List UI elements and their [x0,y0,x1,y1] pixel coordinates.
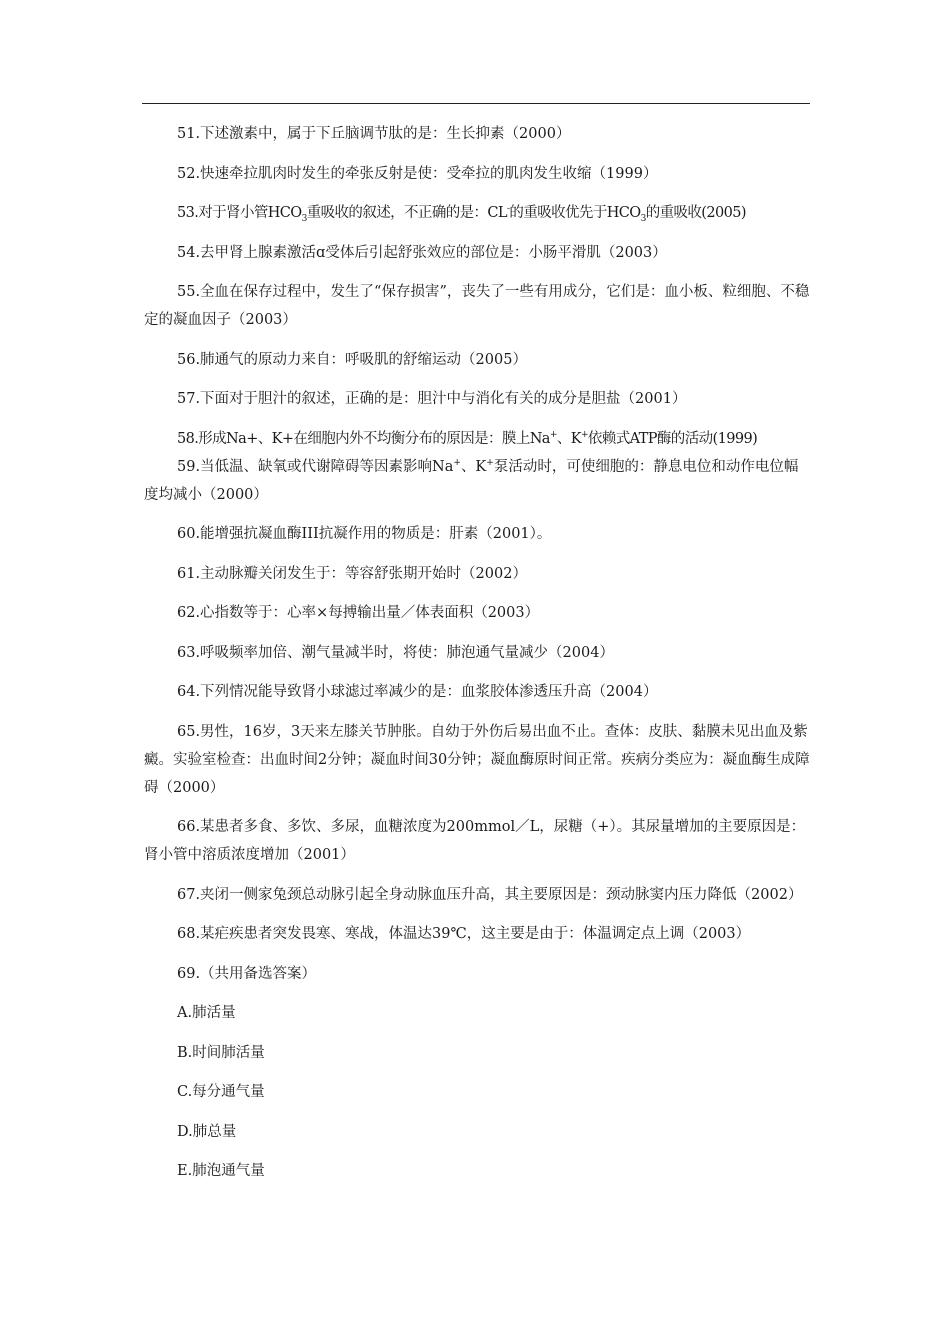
question-51: 51.下述激素中，属于下丘脑调节肽的是：生长抑素（2000） [177,126,571,142]
question-list [144,120,812,1197]
option-e: E.肺泡通气量 [177,1163,265,1179]
question-61: 61.主动脉瓣关闭发生于：等容舒张期开始时（2002） [177,565,527,582]
question-53: 53.对于肾小管$HCO_3$重吸收的叙述，不正确的是：CL-的重吸收优先于$HCO_3$的重吸收(2005) [177,204,746,224]
question-60: 60.能增强抗凝血酶III抗凝作用的物质是：肝素（2001）。 [177,526,552,542]
option-d: D.肺总量 [177,1123,237,1140]
question-63: 63.呼吸频率加倍、潮气量减半时，将使：肺泡通气量减少（2004） [177,644,614,661]
question-59: 59.当低温、缺氧或代谢障碍等因素影响Na+、K+泵活动时，可使细胞的：静息电位和动作电位幅度均减小（2000） [144,457,799,503]
question-55: 55.全血在保存过程中，发生了“保存损害”，丧失了一些有用成分，它们是：血小板、粒细胞、不稳定的凝血因子（2003） [144,284,810,328]
question-66: 66.某患者多食、多饮、多尿，血糖浓度为200mmol／L，尿糖（+）。其尿量增加的主要原因是：肾小管中溶质浓度增加（2001） [144,819,806,863]
question-65: 65.男性，16岁，3天来左膝关节肿胀。自幼于外伤后易出血不止。查体：皮肤、黏膜未见出血及紫癜。实验室检查：出血时间2分钟；凝血时间30分钟；凝血酶原时间正常。疾病分类应为：凝血酶生成障碍（2000） [144,723,810,796]
question-68: 68.某疟疾患者突发畏寒、寒战，体温达39℃，这主要是由于：体温调定点上调（2003） [177,926,751,942]
header-divider [142,103,810,104]
question-52: 52.快速牵拉肌肉时发生的牵张反射是使：受牵拉的肌肉发生收缩（1999） [177,165,658,182]
option-a: A.肺活量 [177,1005,236,1021]
question-57: 57.下面对于胆汁的叙述，正确的是：胆汁中与消化有关的成分是胆盐（2001） [177,391,687,407]
question-67: 67.夹闭一侧家兔颈总动脉引起全身动脉血压升高，其主要原因是：颈动脉窦内压力降低（2002） [177,886,803,903]
question-64: 64.下列情况能导致肾小球滤过率减少的是：血浆胶体渗透压升高（2004） [177,684,658,700]
question-62: 62.心指数等于：心率×每搏输出量／体表面积（2003） [177,605,540,621]
question-54: 54.去甲肾上腺素激活ɑ受体后引起舒张效应的部位是：小肠平滑肌（2003） [177,244,667,261]
option-c: C.每分通气量 [177,1084,265,1100]
option-b: B.时间肺活量 [177,1044,265,1061]
question-69: 69.（共用备选答案） [177,965,317,982]
question-58: 58.形成Na+、K+在细胞内外不均衡分布的原因是：膜上Na+、K+依赖式ATP酶的活动(1999) [177,429,758,447]
question-56: 56.肺通气的原动力来自：呼吸肌的舒缩运动（2005） [177,351,527,368]
